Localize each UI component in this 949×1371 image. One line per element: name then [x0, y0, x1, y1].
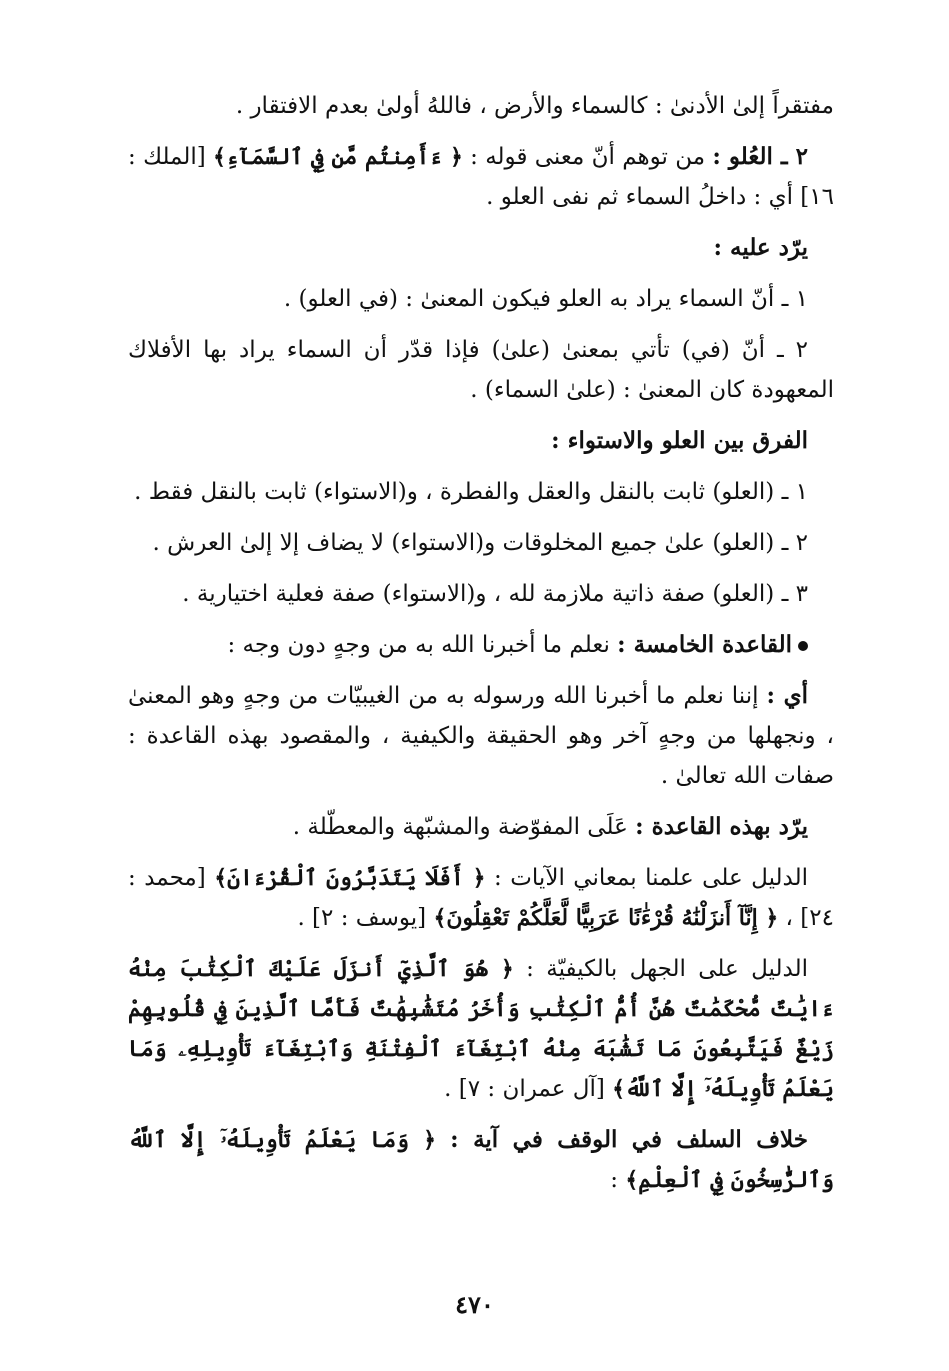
quran-verse: ﴿ ءَأَمِنتُم مَّن فِي ٱلسَّمَآءِ﴾ [213, 144, 463, 170]
paragraph-text: [الملك : ١٦] أي : داخلُ السماء ثم نفى العلو . [128, 144, 834, 210]
section-heading-difference [128, 421, 834, 461]
heading-text: يرّد عليه : [713, 234, 808, 261]
paragraph-text: من توهم أنّ معنى قوله : [462, 144, 713, 170]
paragraph-text: : [610, 1167, 626, 1193]
bullet-icon [798, 641, 808, 651]
paragraph-evidence-ignorance [128, 949, 834, 1109]
paragraph-text: الدليل على علمنا بمعاني الآيات : [485, 865, 808, 891]
list-item [128, 523, 834, 563]
paragraph-text: ١ ـ (العلو) ثابت بالنقل والعقل والفطرة ، و(الاستواء) ثابت بالنقل فقط . [134, 479, 808, 505]
paragraph-uluw [128, 137, 834, 217]
item-label: ٢ ـ العُلو : [712, 143, 808, 170]
quran-verse: ﴿ وَمَا يَعْلَمُ تَأْوِيلَهُۥٓ إِلَّا ٱللَّهُ وَٱلرَّٰسِخُونَ فِي ٱلْعِلْمِ﴾ [128, 1127, 834, 1193]
paragraph-continuation [128, 86, 834, 126]
paragraph-text: [آل عمران : ٧] . [444, 1076, 613, 1102]
paragraph-text: ٢ ـ (العلو) علىٰ جميع المخلوقات و(الاستواء) لا يضاف إلا إلىٰ العرش . [152, 530, 808, 556]
paragraph-text: نعلم ما أخبرنا الله به من وجهٍ دون وجه : [227, 632, 618, 658]
page-body [128, 86, 834, 1211]
quran-verse: ﴿ أَفَلَا يَتَدَبَّرُونَ ٱلْقُرْءَانَ﴾ [214, 865, 486, 891]
quran-verse: ﴿ إِنَّآ أَنزَلْنَٰهُ قُرْءَٰنًا عَرَبِيًّا لَّعَلَّكُمْ تَعْقِلُونَ﴾ [433, 905, 779, 931]
rule-five [128, 625, 834, 665]
paragraph-text: ٣ ـ (العلو) صفة ذاتية ملازمة لله ، و(الاستواء) صفة فعلية اختيارية . [182, 581, 808, 607]
explanation-label: أي : [766, 682, 809, 709]
paragraph-text: الدليل على الجهل بالكيفيّة : [513, 956, 808, 982]
heading-text: الفرق بين العلو والاستواء : [551, 427, 808, 454]
section-heading-rebuttal [128, 228, 834, 268]
paragraph-text: ١ ـ أنّ السماء يراد به العلو فيكون المعنىٰ : (في العلو) . [283, 286, 808, 312]
list-item [128, 330, 834, 410]
paragraph-text: مفتقراً إلىٰ الأدنىٰ : كالسماء والأرض ، فاللهُ أولىٰ بعدم الافتقار . [235, 93, 834, 119]
paragraph-text: [يوسف : ٢] . [297, 905, 434, 931]
dispute-label: خلاف السلف في الوقف في آية : [450, 1126, 808, 1153]
paragraph-refutes [128, 807, 834, 847]
paragraph-text: إننا نعلم ما أخبرنا الله ورسوله به من الغيبيّات من وجهٍ وهو المعنىٰ ، ونجهلها من وجهٍ آخر وهو الحقيقة والكيفية ، والمقصود بهذه القاعدة : صفات الله تعالىٰ . [128, 683, 834, 789]
rule-label: القاعدة الخامسة : [617, 631, 792, 658]
quran-verse: ﴿ هُوَ ٱلَّذِيٓ أَنزَلَ عَلَيْكَ ٱلْكِتَٰبَ مِنْهُ ءَايَٰتٌ مُّحْكَمَٰتٌ هُنَّ أُمُّ ٱلْكِتَٰبِ وَأُخَرُ مُتَشَٰبِهَٰتٌ فَأَمَّا ٱلَّذِينَ فِي قُلُوبِهِمْ زَيْغٌ فَيَتَّبِعُونَ مَا تَشَٰبَهَ مِنْهُ ٱبْتِغَآءَ ٱلْفِتْنَةِ وَٱبْتِغَآءَ تَأْوِيلِهِۦ وَمَا يَعْلَمُ تَأْوِيلَهُۥٓ إِلَّا ٱللَّهُ﴾ [128, 956, 834, 1102]
refutes-label: يرّد بهذه القاعدة : [635, 813, 808, 840]
list-item [128, 574, 834, 614]
paragraph-evidence-knowledge [128, 858, 834, 938]
page-number: ٤٧٠ [455, 1290, 494, 1319]
paragraph-text: [محمد : ٢٤] ، [128, 865, 834, 931]
paragraph-explanation [128, 676, 834, 796]
paragraph-text: ٢ ـ أنّ (في) تأتي بمعنىٰ (علىٰ) فإذا قدّر أن السماء يراد بها الأفلاك المعهودة كان المعنىٰ : (علىٰ السماء) . [128, 337, 834, 403]
list-item [128, 279, 834, 319]
list-item [128, 472, 834, 512]
paragraph-text: عَلَى المفوّضة والمشبّهة والمعطّلة . [292, 814, 636, 840]
paragraph-salaf-dispute [128, 1120, 834, 1200]
